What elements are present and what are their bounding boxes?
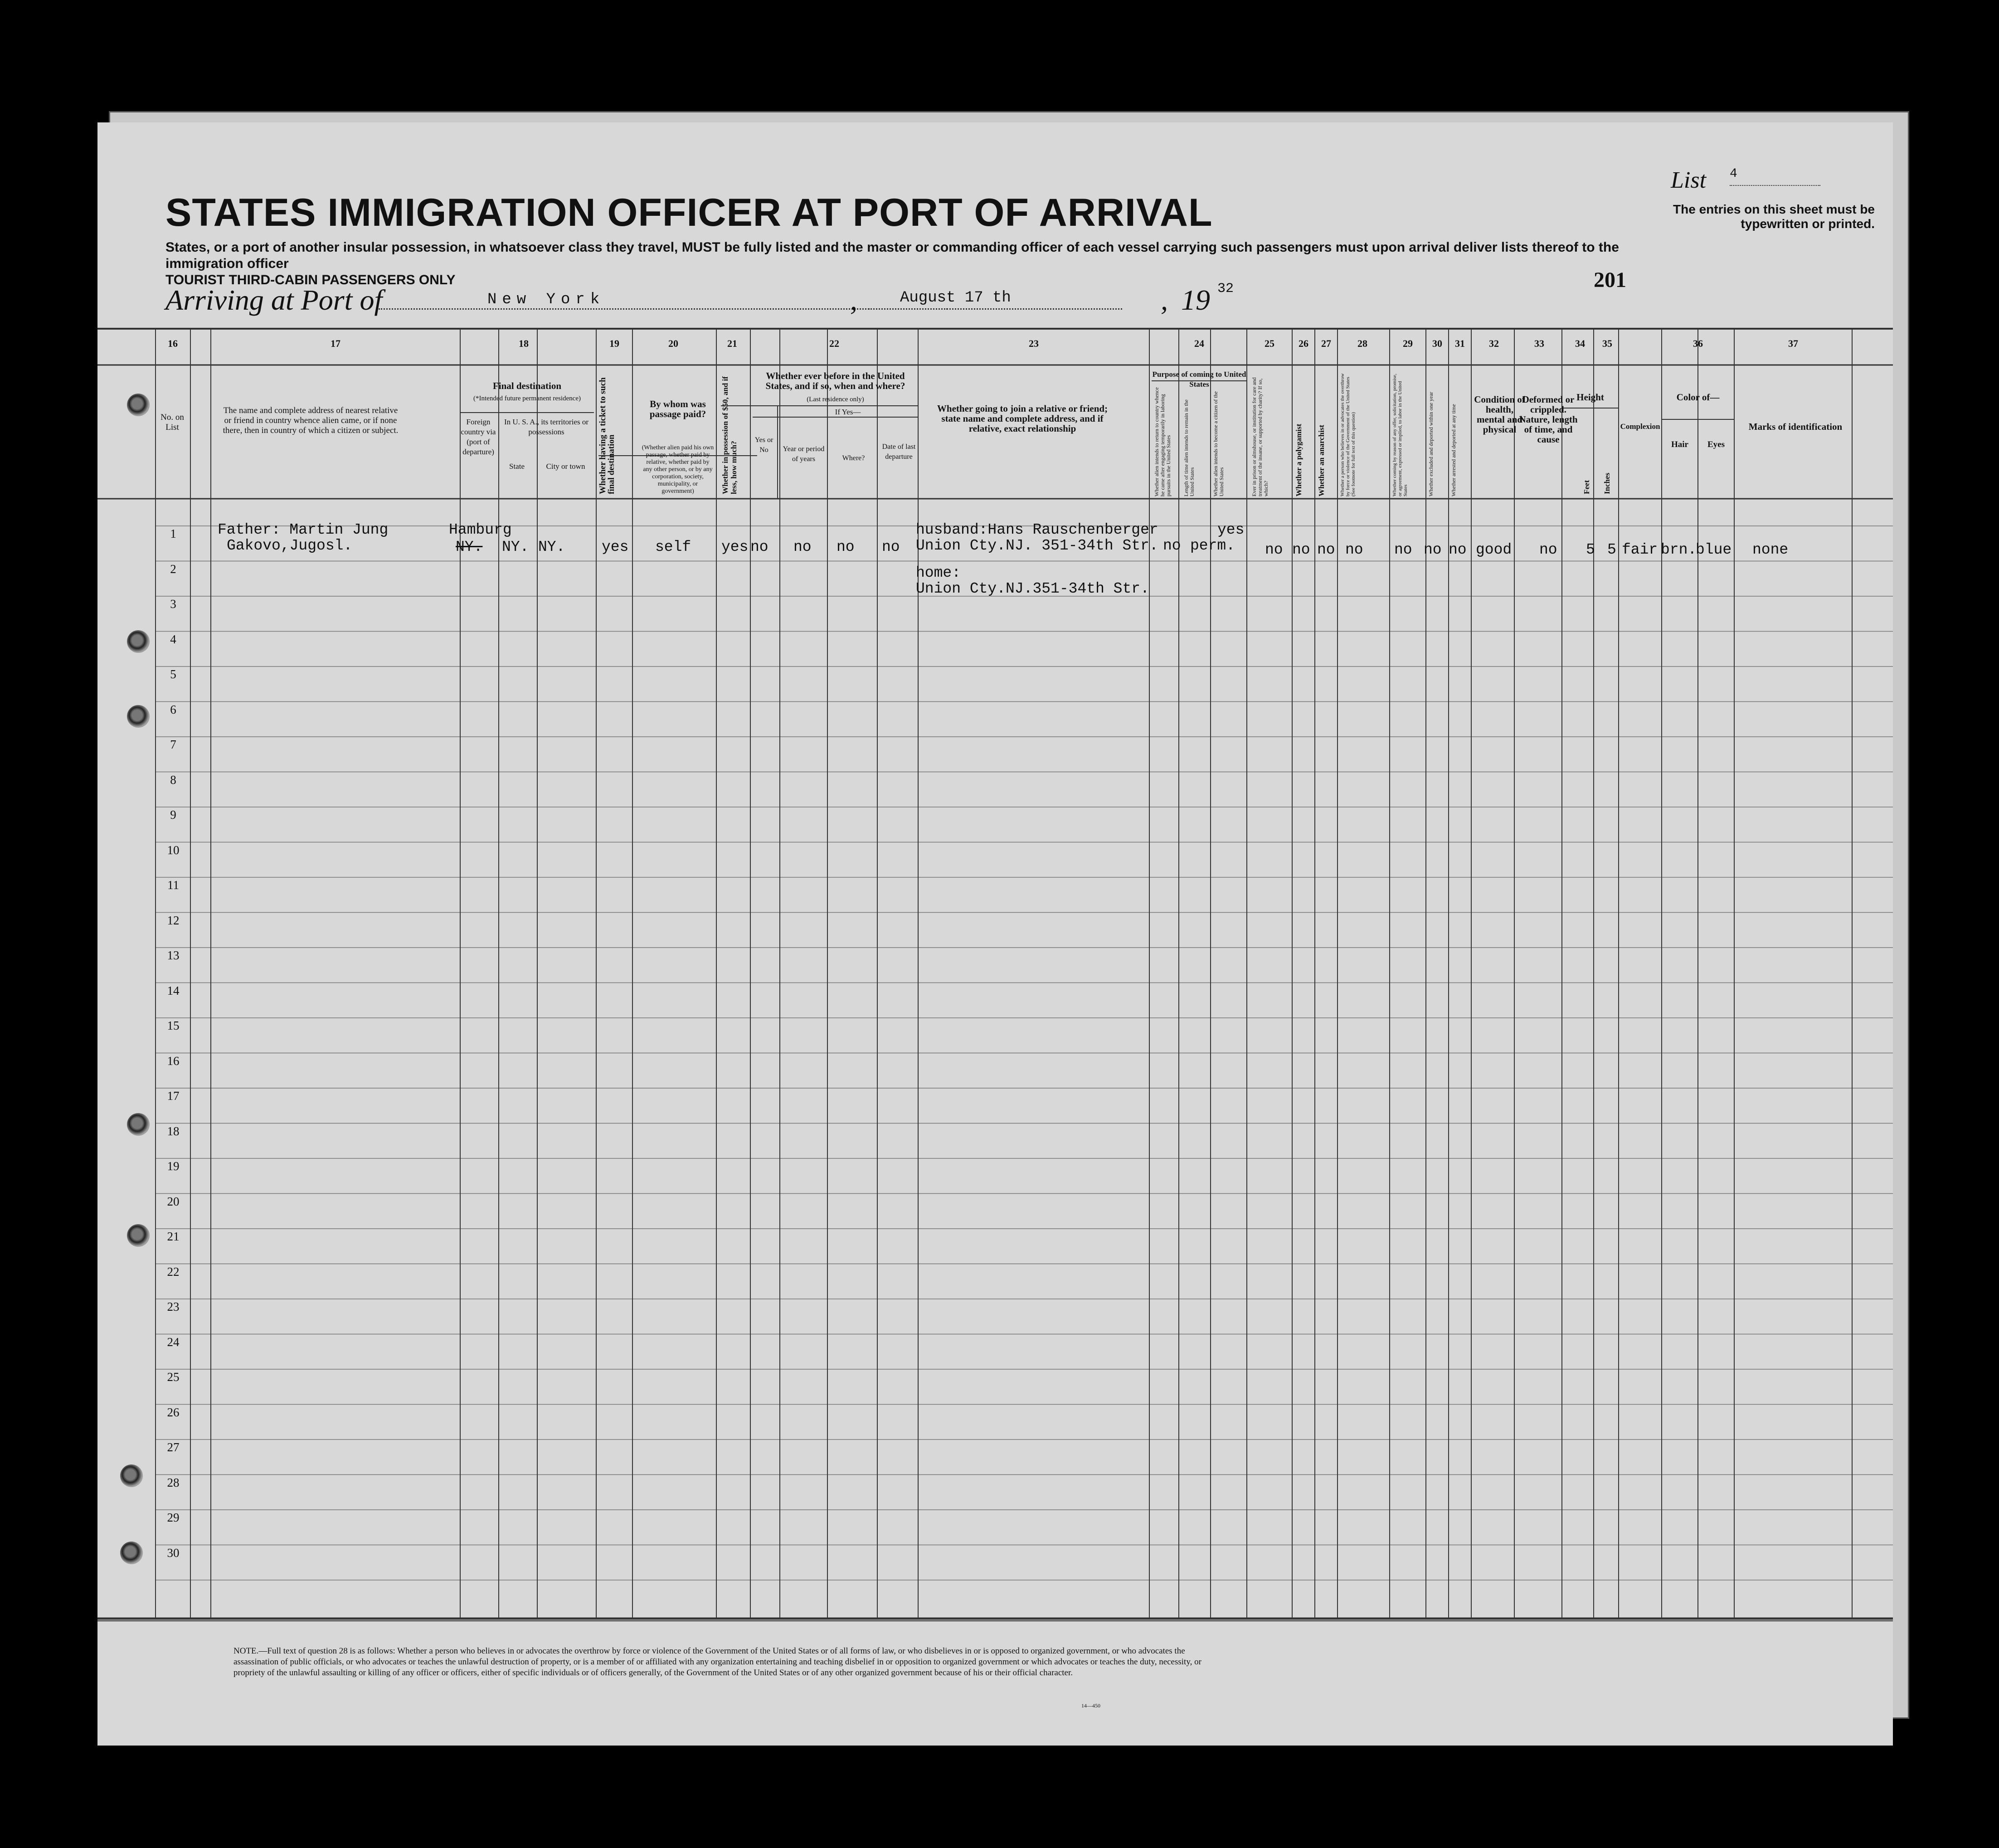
return-country: no [1163, 537, 1181, 554]
header-c22-yesno: Yes or No [754, 436, 773, 454]
subtitle-line-1: States, or a port of another insular possession, in whatsoever class they travel, MUST be fully listed and the master or commanding officer of each vessel carrying such passengers must upon arrival deliver lists thereof to the immigration officer [165, 240, 1619, 271]
column-number: 16 [168, 338, 178, 349]
header-c27: Whether an anarchist [1317, 424, 1326, 496]
money: yes [721, 539, 749, 555]
header-c22-ifyes: If Yes— [835, 408, 861, 416]
header-c24-b: Length of time alien intends to remain in the United States [1183, 399, 1195, 496]
header-c20-title: By whom was passage paid? [649, 399, 706, 419]
header-c36-eyes: Eyes [1707, 440, 1725, 449]
header-c17: The name and complete address of nearest relative or friend in country whence alien came, or if none there, then in country of which a citizen or subject. [223, 406, 399, 435]
header-c18-foreign: Foreign country via (port of departure) [461, 418, 496, 456]
header-c26: Whether a polygamist [1294, 423, 1303, 496]
row-number: 24 [167, 1335, 180, 1349]
comma-1: , [850, 284, 857, 316]
row-number: 20 [167, 1194, 180, 1208]
page-subtitle [165, 239, 1662, 288]
column-number: 28 [1357, 338, 1367, 349]
row-number: 15 [167, 1019, 180, 1032]
column-number: 37 [1788, 338, 1798, 349]
column-number: 17 [331, 338, 340, 349]
list-label: List [1671, 167, 1707, 193]
header-c24-title: Purpose of coming to United States [1152, 370, 1246, 389]
header-c19: Whether having a ticket to such final destination [598, 377, 616, 494]
column-number: 21 [727, 338, 737, 349]
column-number: 24 [1194, 338, 1204, 349]
foreign-port: Hamburg [449, 521, 512, 538]
row-number: 5 [170, 667, 176, 681]
header-c21: Whether in possession of $50, and if less, how much? [721, 376, 738, 494]
row-number: 17 [167, 1089, 180, 1103]
comma-2: , [1161, 284, 1168, 316]
binder-hole [127, 630, 150, 653]
page-title: STATES IMMIGRATION OFFICER AT PORT OF ARRIVAL [165, 191, 1213, 234]
column-number: 23 [1029, 338, 1039, 349]
binder-hole [127, 1224, 150, 1247]
binder-hole [120, 1464, 143, 1487]
excluded: no [1424, 541, 1442, 558]
column-number: 29 [1403, 338, 1413, 349]
table-grid [97, 122, 1893, 1746]
header-c20-note: (Whether alien paid his own passage, whether paid by relative, whether paid by any other person, or by any corporation, society, municipality, or government) [642, 444, 714, 495]
citizen: yes [1217, 521, 1245, 538]
passage-paid: self [655, 539, 691, 555]
header-c22-note: (Last residence only) [807, 396, 864, 403]
city: NY. [538, 539, 565, 555]
departure: no [882, 539, 900, 555]
row-number: 2 [170, 562, 176, 576]
row-number: 16 [167, 1054, 180, 1068]
binder-hole [127, 394, 150, 416]
header-c18-state: State [509, 462, 525, 471]
column-number: 26 [1299, 338, 1308, 349]
header-c31: Whether arrested and deported at any time [1450, 404, 1457, 496]
row-number: 9 [170, 808, 176, 822]
header-c30: Whether excluded and deported within one year [1428, 392, 1434, 496]
date-value: August 17 th [900, 289, 1011, 306]
row-number: 25 [167, 1370, 180, 1384]
ticket: yes [602, 539, 629, 555]
row-number: 6 [170, 702, 176, 716]
entry-instructions: The entries on this sheet must be typewritten or printed. [1673, 202, 1875, 231]
row-number: 23 [167, 1300, 180, 1313]
port-value: New York [487, 291, 605, 308]
prison: no [1265, 541, 1283, 558]
row-number: 3 [170, 597, 176, 611]
header-c18-title: Final destination [492, 380, 562, 391]
year-suffix: 32 [1217, 281, 1234, 297]
port-rule [379, 308, 948, 310]
row-number: 8 [170, 773, 176, 787]
subtitle-line-2: TOURIST THIRD-CABIN PASSENGERS ONLY [165, 272, 456, 287]
row-number: 19 [167, 1159, 180, 1173]
header-c34-feet: Feet [1582, 480, 1591, 494]
header-c36-hair: Hair [1671, 440, 1688, 449]
row-number: 21 [167, 1230, 180, 1243]
header-c34-inches: Inches [1603, 472, 1611, 494]
manifest-page [97, 122, 1893, 1746]
form-code: 14—450 [1081, 1702, 1100, 1709]
row-number: 13 [167, 948, 180, 962]
header-c36-title: Color of— [1676, 392, 1720, 403]
overthrow: no [1345, 541, 1363, 558]
column-number: 20 [668, 338, 678, 349]
eye-color: blue [1696, 541, 1732, 558]
column-number: 36 [1693, 338, 1703, 349]
relative-line-2: Gakovo,Jugosl. [227, 537, 353, 554]
row-number: 1 [170, 527, 176, 540]
row-number: 14 [167, 983, 180, 997]
deformed: no [1539, 541, 1557, 558]
polygamist: no [1292, 541, 1310, 558]
header-c16: No. on List [161, 413, 184, 432]
complexion: fair [1622, 541, 1658, 558]
header-c37: Marks of identification [1748, 421, 1843, 432]
column-number: 34 [1575, 338, 1585, 349]
row-number: 12 [167, 913, 180, 927]
column-number: 33 [1534, 338, 1544, 349]
row-number: 27 [167, 1440, 180, 1454]
join-line-3: home: [916, 564, 961, 581]
where: no [837, 539, 855, 555]
column-number: 30 [1432, 338, 1442, 349]
header-c24-a: Whether alien intends to return to country whence he came after engaging temporarily in laboring pursuits in the United States [1153, 387, 1172, 496]
header-c18-city: City or town [546, 462, 585, 471]
header-c22-where: Where? [842, 454, 865, 462]
row-number: 4 [170, 632, 176, 646]
column-number: 27 [1321, 338, 1331, 349]
row-number: 7 [170, 738, 176, 751]
row-number: 29 [167, 1511, 180, 1524]
row-number: 30 [167, 1546, 180, 1560]
join-line-2: Union Cty.NJ. 351-34th Str. [916, 537, 1158, 554]
header-c18-usa: In U. S. A., its territories or possessions [504, 418, 589, 436]
year-prefix: 19 [1181, 284, 1210, 316]
before-us: no [750, 539, 768, 555]
column-number: 35 [1602, 338, 1612, 349]
row-number: 11 [167, 878, 179, 892]
column-number: 19 [609, 338, 619, 349]
column-number: 32 [1489, 338, 1499, 349]
header-c35: Complexion [1620, 422, 1660, 431]
binder-hole [127, 705, 150, 728]
column-number: 31 [1455, 338, 1465, 349]
header-c18-note: (*Intended future permanent residence) [473, 395, 581, 402]
column-number: 25 [1265, 338, 1274, 349]
header-c24-c: Whether alien intends to become a citizen of the United States [1212, 391, 1225, 496]
offer: no [1394, 541, 1412, 558]
row-number: 18 [167, 1124, 180, 1138]
header-c25: Ever in prison or almshouse, or institution for care and treatment of the insane, or supported by charity? If so, which? [1251, 377, 1269, 496]
height-feet: 5 [1586, 541, 1595, 558]
list-number-rule [1730, 185, 1820, 186]
header-c32: Condition of health, mental and physical [1474, 394, 1525, 435]
length-stay: perm. [1190, 537, 1235, 554]
state: NY. [502, 539, 529, 555]
state-struck: NY. [456, 539, 483, 555]
row-number: 10 [167, 843, 180, 857]
row-number: 28 [167, 1475, 180, 1489]
header-c34-title: Height [1576, 392, 1604, 403]
date-rule [868, 308, 1122, 310]
sheet-number: 201 [1594, 268, 1626, 292]
health: good [1476, 541, 1512, 558]
deported: no [1449, 541, 1467, 558]
row-number: 26 [167, 1405, 180, 1419]
column-number: 22 [829, 338, 839, 349]
header-c22-date: Date of last departure [882, 443, 916, 461]
row-number: 22 [167, 1264, 180, 1279]
join-line-1: husband:Hans Rauschenberger [916, 521, 1158, 538]
list-number: 4 [1730, 167, 1737, 181]
anarchist: no [1317, 541, 1335, 558]
binder-hole [127, 1113, 150, 1136]
header-c23: Whether going to join a relative or friend; state name and complete address, and if relative, exact relationship [937, 403, 1108, 434]
header-c29: Whether coming by reason of any offer, solicitation, promise, or agreement, expressed or implied, to labor in the United States [1392, 374, 1408, 496]
column-number: 18 [519, 338, 529, 349]
header-c22-title: Whether ever before in the United States, and if so, when and where? [765, 370, 905, 391]
identification-marks: none [1752, 541, 1789, 558]
binder-hole [120, 1542, 143, 1564]
join-line-4: Union Cty.NJ.351-34th Str. [916, 580, 1149, 597]
header-c33: Deformed or crippled. Nature, length of time, and cause [1519, 394, 1578, 445]
header-c22-period: Year or period of years [783, 445, 825, 463]
header-c28: Whether a person who believes in or advocates the overthrow by force or violence of the Government of the United States (See footnote for full text of this question) [1340, 373, 1356, 496]
hair-color: brn. [1661, 541, 1697, 558]
relative-line-1: Father: Martin Jung [218, 521, 389, 538]
footnote: NOTE.—Full text of question 28 is as follows: Whether a person who believes in or advocates the overthrow by force or violence of the Government of the United States or of all forms of law, or who disbelieves in or is opposed to organized government, or who advocates the assassination of public officials, or who advocates or teaches the unlawful destruction of property, or is a member of or affiliated with any organization entertaining and teaching disbelief in or opposition to organized government or which advocates or teaches the duty, necessity, or propriety of the unlawful assaulting or killing of any officer or officers, either of specific individuals or of officers generally, of the Government of the United States or of any other organized government because of his or their official character. [233, 1646, 1201, 1678]
arriving-label: Arriving at Port of [165, 284, 383, 316]
period: no [793, 539, 812, 555]
height-inches: 5 [1607, 541, 1616, 558]
